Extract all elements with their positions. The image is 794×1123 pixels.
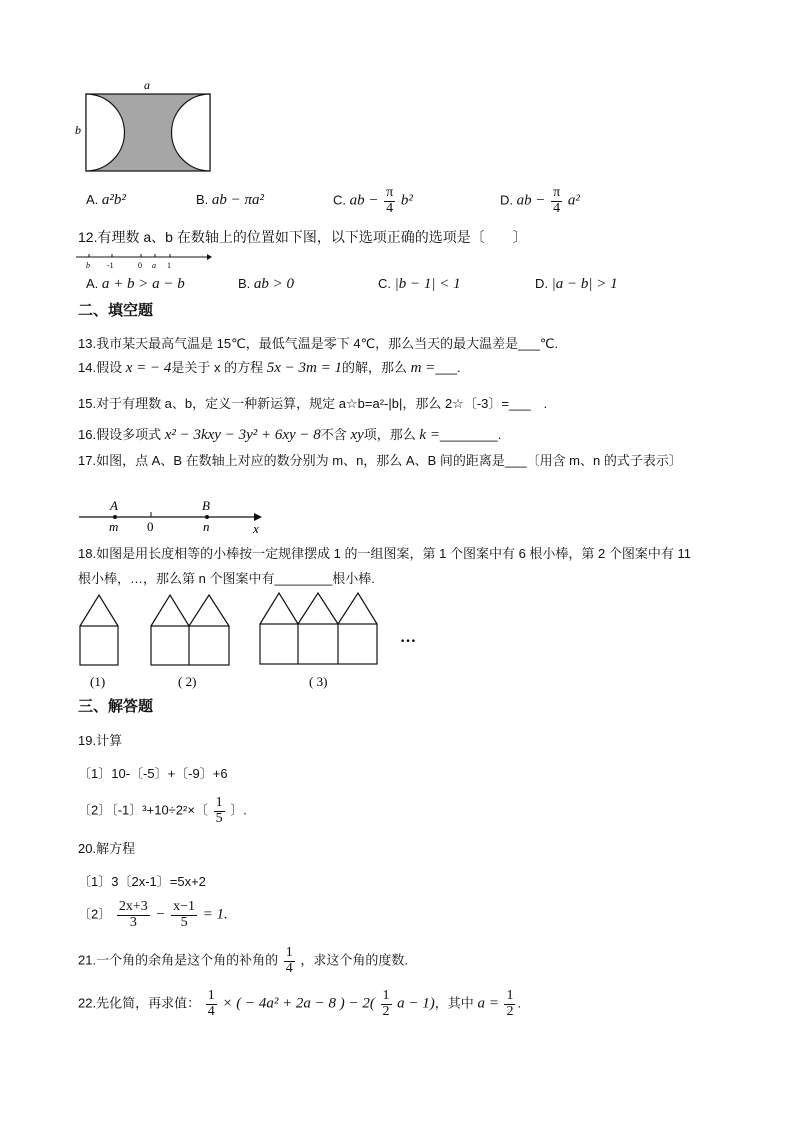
option-letter: C. [378, 276, 391, 291]
option-letter: A. [86, 276, 99, 291]
option-expr: a + b > a − b [101, 276, 185, 292]
q17-text: 17.如图，点 A、B 在数轴上对应的数分别为 m、n，那么 A、B 间的距离是___〔用含 m、n 的式子表示〕 [78, 453, 682, 468]
option-letter: C. [333, 192, 346, 208]
q19-fraction: $\frac{1}{5}$ [215, 795, 223, 826]
q20-part1: 〔1〕3〔2x-1〕=5x+2 [78, 874, 206, 889]
q11-option-a[interactable] [86, 192, 126, 209]
q22 [78, 989, 521, 1019]
value-m: m [109, 519, 119, 534]
q21-pre: 21.一个角的余角是这个角的补角的 [78, 952, 279, 968]
q22-fraction-1: $\frac{1}{4}$ [207, 988, 215, 1019]
q16-pre: 16.假设多项式 [78, 427, 162, 442]
option-expr: ab − πa² [211, 192, 265, 208]
tick-a: a [152, 261, 156, 270]
section-heading-solutions: 三、解答题 [78, 698, 154, 715]
q20-part2-pre: 〔2〕 [78, 906, 112, 922]
q21-post: ，求这个角的度数. [300, 952, 408, 968]
pattern-1 [80, 595, 118, 665]
q16-mid: 不含 [320, 427, 347, 442]
pattern-2-label: ( 2) [178, 674, 197, 689]
q13-text: 13.我市某天最高气温是 15℃，最低气温是零下 4℃，那么当天的最大温差是___℃. [78, 336, 559, 351]
axis-x: x [253, 521, 259, 536]
option-letter: B. [196, 192, 209, 207]
section-heading-fill-blank: 二、填空题 [78, 302, 154, 319]
value-zero: 0 [147, 519, 154, 534]
q16-k: k = [419, 427, 440, 443]
q12-option-a[interactable] [86, 276, 185, 293]
option-expr: |b − 1| < 1 [394, 276, 461, 292]
q16-blank: ________. [439, 427, 502, 442]
q14-mid2: 的解，那么 [341, 360, 407, 375]
q22-post: . [517, 995, 522, 1011]
tick-0: 0 [138, 261, 142, 270]
q20-title: 20.解方程 [78, 841, 136, 856]
pattern-1-label: (1) [90, 674, 106, 689]
option-letter: A. [86, 192, 99, 207]
q21 [78, 946, 408, 976]
pattern-dots: … [400, 629, 416, 646]
q21-fraction: $\frac{1}{4}$ [285, 945, 293, 976]
q22-fraction-3: $\frac{1}{2}$ [506, 988, 514, 1019]
q16-term: xy [350, 427, 364, 443]
q20-part2 [78, 900, 228, 930]
option-expr-pre: ab − [516, 192, 546, 209]
q14-mid: 是关于 x 的方程 [171, 360, 264, 375]
q14-blank: ___. [435, 360, 461, 375]
q14-math1: x = − 4 [125, 360, 172, 376]
option-expr-post: a² [567, 192, 580, 209]
q22-expr1: × ( − 4a² + 2a − 8 ) − 2( [222, 995, 375, 1012]
option-expr: ab > 0 [253, 276, 295, 292]
q11-option-c[interactable] [333, 186, 413, 216]
option-expr: |a − b| > 1 [551, 276, 618, 292]
q14-pre: 14.假设 [78, 360, 123, 375]
option-expr-post: b² [400, 192, 413, 209]
q22-var: a = [477, 995, 499, 1012]
q14-math3: m = [410, 360, 436, 376]
q19-title: 19.计算 [78, 733, 123, 748]
tick-1: 1 [167, 261, 171, 270]
label-a: a [144, 78, 150, 92]
q11-figure [70, 78, 220, 174]
q11-option-d[interactable] [500, 186, 580, 216]
q12-number-line [74, 249, 214, 271]
option-expr-pre: ab − [349, 192, 379, 209]
option-fraction: $\frac{\pi}{4}$ [553, 185, 561, 216]
q19-part2 [78, 796, 247, 826]
q22-fraction-2: $\frac{1}{2}$ [382, 988, 390, 1019]
q22-pre: 22.先化简，再求值： [78, 995, 201, 1011]
q11-option-b[interactable] [196, 192, 264, 209]
tick-b: b [86, 261, 90, 270]
q20-part2-post: = 1. [202, 906, 228, 923]
q19-part1: 〔1〕10-〔-5〕+〔-9〕+6 [78, 766, 228, 781]
q18-line1: 18.如图是用长度相等的小棒按一定规律摆成 1 的一组图案，第 1 个图案中有 6 根小棒，第 2 个图案中有 11 [78, 546, 691, 561]
q20-minus: − [155, 906, 166, 923]
q16 [78, 424, 501, 444]
label-b: b [75, 123, 81, 137]
point-b-label: B [202, 498, 210, 513]
value-n: n [203, 519, 210, 534]
option-letter: D. [535, 276, 548, 291]
point-a-label: A [110, 498, 118, 513]
q14-math2: 5x − 3m = 1 [266, 360, 342, 376]
q15-text: 15.对于有理数 a、b，定义一种新运算，规定 a☆b=a²-|b|，那么 2☆〔-3〕=___ . [78, 396, 548, 411]
q19-part2-post: 〕. [230, 802, 247, 818]
pattern-3-label: ( 3) [309, 674, 328, 689]
option-expr: a²b² [101, 192, 126, 208]
option-letter: B. [238, 276, 251, 291]
q12-text: 12.有理数 a、b 在数轴上的位置如下图，以下选项正确的选项是〔 〕 [78, 229, 527, 245]
q12-option-c[interactable] [378, 276, 461, 293]
q22-expr2: a − 1) [397, 995, 435, 1012]
q16-polynomial: x² − 3kxy − 3y² + 6xy − 8 [164, 427, 321, 443]
q16-mid2: 项，那么 [363, 427, 416, 442]
q18-line2: 根小棒，…，那么第 n 个图案中有________根小棒. [78, 571, 375, 586]
q19-part2-pre: 〔2〕〔-1〕³+10÷2²×〔 [78, 802, 208, 818]
option-fraction: $\frac{\pi}{4}$ [386, 185, 394, 216]
q20-fraction-2: $\frac{x-1}{5}$ [173, 899, 196, 930]
q14 [78, 357, 461, 377]
option-letter: D. [500, 192, 513, 208]
q22-mid: ，其中 [434, 995, 474, 1011]
q12-option-b[interactable] [238, 276, 294, 293]
tick-minus1: -1 [107, 261, 114, 270]
q18-pattern-figure [76, 588, 426, 693]
pattern-2 [151, 595, 229, 665]
q20-fraction-1: $\frac{2x+3}{3}$ [118, 899, 148, 930]
q12-option-d[interactable] [535, 276, 618, 293]
q17-number-line [76, 496, 266, 536]
pattern-3 [260, 593, 377, 664]
